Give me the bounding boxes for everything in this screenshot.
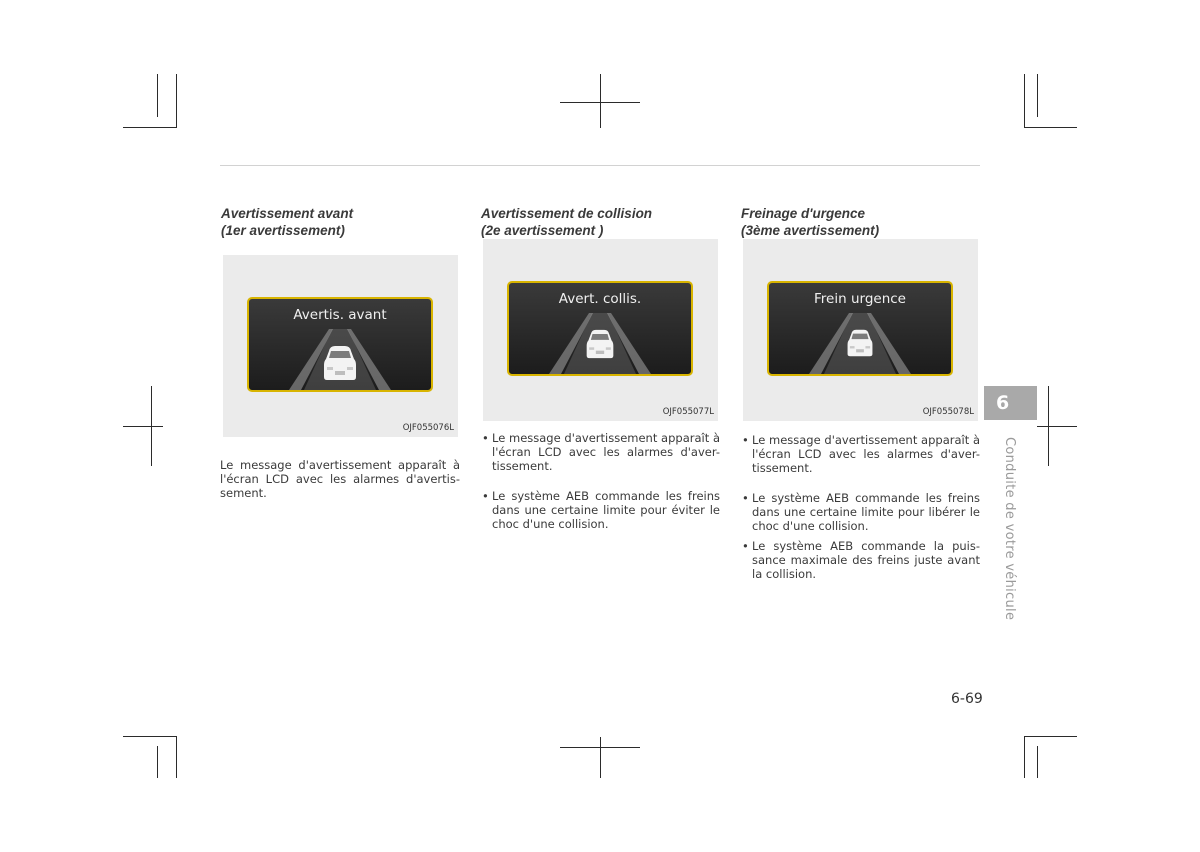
crop-mark (123, 127, 176, 128)
crop-mark (1048, 386, 1049, 466)
crop-mark (1024, 736, 1025, 778)
heading-line: (2e avertissement ) (481, 223, 604, 238)
list-item: • Le système AEB commande les freins dans une certaine limite pour libérer le choc d'une collision. (742, 491, 980, 533)
crop-mark (157, 74, 158, 117)
crop-mark (1024, 74, 1025, 128)
crop-mark (151, 386, 152, 466)
figure-emergency-braking (743, 239, 978, 421)
heading-line: Avertissement de collision (481, 206, 653, 221)
heading-line: Avertissement avant (221, 206, 354, 221)
lcd-display (507, 281, 693, 376)
list-item: • Le message d'avertissement apparaît à l'écran LCD avec les alarmes d'aver-tissement. (482, 431, 720, 473)
crop-mark (1037, 74, 1038, 117)
heading-line: (3ème avertissement) (741, 223, 880, 238)
crop-mark (1037, 426, 1077, 427)
figure-forward-warning (223, 255, 458, 437)
crop-mark (123, 426, 163, 427)
car-icon (323, 345, 357, 381)
crop-mark (123, 736, 176, 737)
figure-code: OJF055076L (402, 423, 454, 433)
crop-mark (1024, 736, 1077, 737)
lcd-display (767, 281, 953, 376)
section-heading-collision-warning (481, 205, 652, 239)
crop-mark (1024, 127, 1077, 128)
list-item: • Le système AEB commande les freins dans une certaine limite pour éviter le choc d'une collision. (482, 489, 720, 531)
section-heading-emergency-braking (741, 205, 879, 239)
page-number: 6-69 (951, 691, 983, 707)
crop-mark (157, 746, 158, 778)
lcd-message: Frein urgence (814, 291, 906, 307)
car-icon (845, 329, 875, 357)
section-heading-forward-warning (221, 205, 353, 239)
crop-mark (600, 737, 601, 778)
lcd-message: Avert. collis. (558, 291, 642, 307)
list-item: • Le message d'avertissement apparaît à l'écran LCD avec les alarmes d'aver-tissement. (742, 433, 980, 475)
chapter-tab: 6 (984, 386, 1037, 420)
crop-mark (176, 74, 177, 128)
crop-mark (600, 74, 601, 128)
lcd-display (247, 297, 433, 392)
crop-mark (176, 736, 177, 778)
bullet-list (482, 431, 720, 547)
figure-code: OJF055077L (662, 407, 714, 417)
lcd-message: Avertis. avant (293, 307, 387, 323)
bullet-list (742, 433, 980, 597)
heading-line: (1er avertissement) (221, 223, 345, 238)
heading-line: Freinage d'urgence (741, 206, 865, 221)
figure-code: OJF055078L (922, 407, 974, 417)
car-icon (584, 329, 616, 359)
crop-mark (1037, 746, 1038, 778)
figure-collision-warning (483, 239, 718, 421)
body-paragraph: Le message d'avertissement apparaît à l'écran LCD avec les alarmes d'avertis-sement. (220, 458, 460, 500)
list-item: • Le système AEB commande la puis-sance maximale des freins juste avant la collision. (742, 539, 980, 581)
chapter-side-title: Conduite de votre véhicule (1002, 437, 1017, 621)
header-rule (220, 165, 980, 166)
